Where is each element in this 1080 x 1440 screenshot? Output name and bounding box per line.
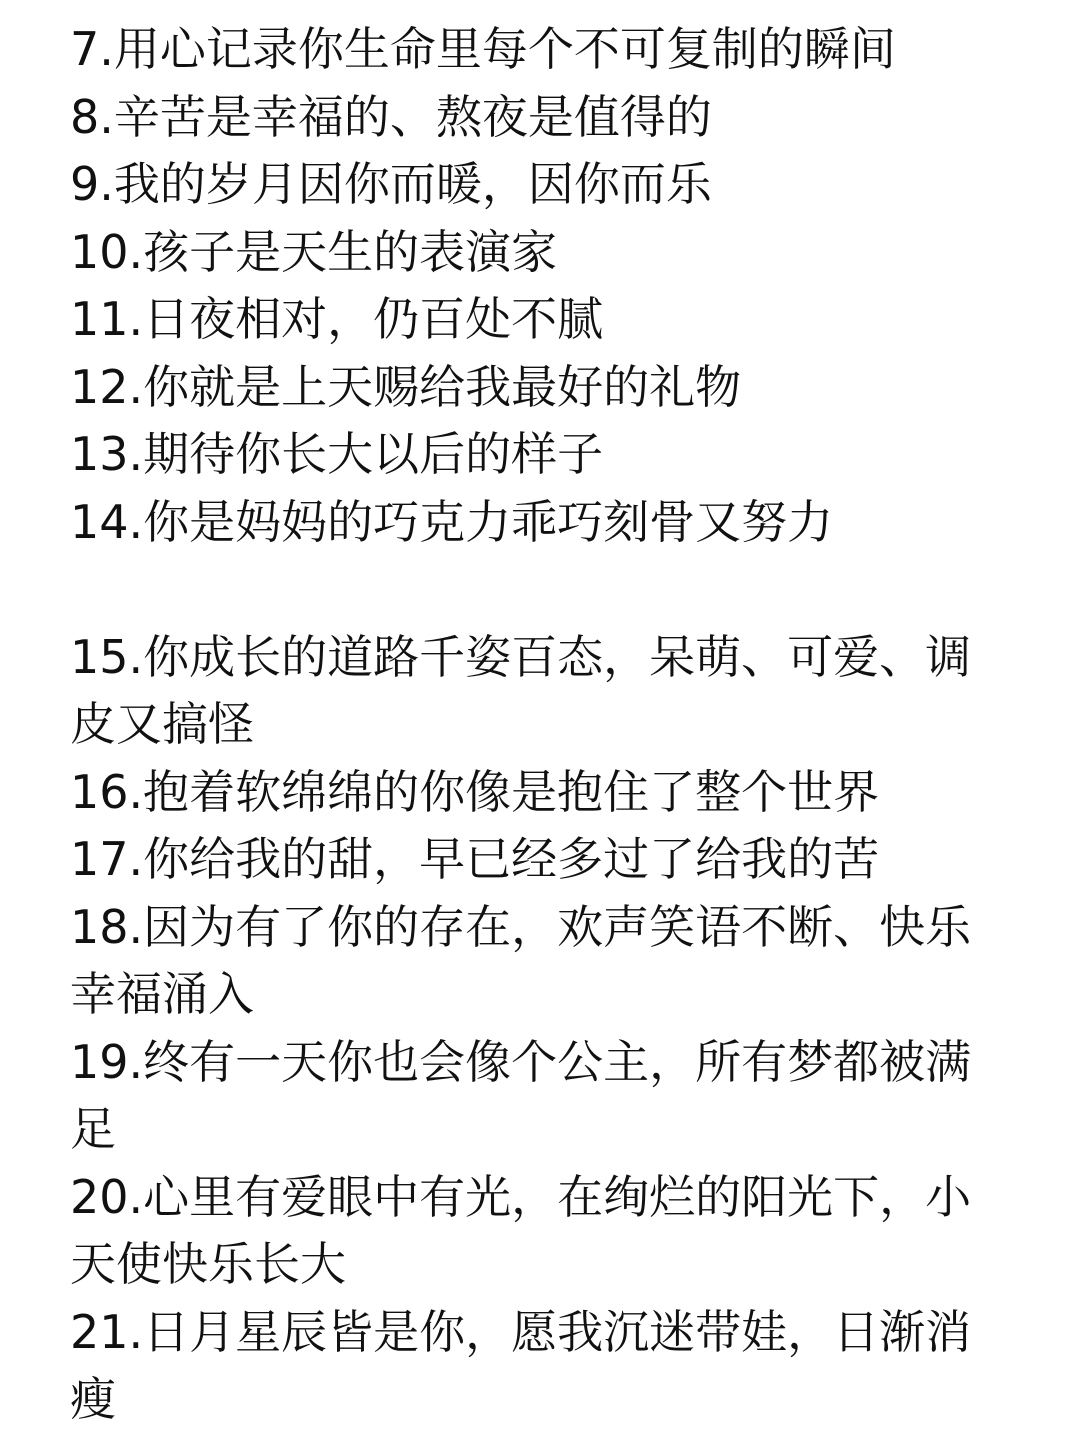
text-line: 瘦 — [70, 1372, 116, 1426]
text-line: 天使快乐长大 — [70, 1237, 346, 1291]
text-line: 10.孩子是天生的表演家 — [70, 224, 558, 279]
text-line: 15.你成长的道路千姿百态，呆萌、可爱、调 — [70, 629, 972, 684]
text-line: 14.你是妈妈的巧克力乖巧刻骨又努力 — [70, 494, 834, 549]
text-line: 13.期待你长大以后的样子 — [70, 427, 604, 481]
text-line: 17.你给我的甜，早已经多过了给我的苦 — [70, 832, 880, 886]
text-line: 16.抱着软绵绵的你像是抱住了整个世界 — [70, 764, 880, 819]
text-line: 幸福涌入 — [70, 967, 254, 1021]
text-line: 12.你就是上天赐给我最好的礼物 — [70, 359, 742, 414]
text-line: 11.日夜相对，仍百处不腻 — [70, 292, 604, 346]
text-line: 20.心里有爱眼中有光，在绚烂的阳光下，小 — [70, 1169, 972, 1224]
text-line: 皮又搞怪 — [70, 697, 254, 751]
text-line: 8.辛苦是幸福的、熬夜是值得的 — [70, 89, 712, 144]
text-line: 21.日月星辰皆是你，愿我沉迷带娃，日渐消 — [70, 1304, 972, 1359]
text-line: 足 — [70, 1102, 116, 1156]
text-line: 9.我的岁月因你而暖，因你而乐 — [70, 157, 712, 211]
text-line: 19.终有一天你也会像个公主，所有梦都被满 — [70, 1034, 972, 1089]
blank-line — [70, 556, 1010, 624]
text-lines — [70, 16, 1010, 1434]
text-line: 7.用心记录你生命里每个不可复制的瞬间 — [70, 22, 896, 76]
text-line: 18.因为有了你的存在，欢声笑语不断、快乐 — [70, 899, 972, 954]
